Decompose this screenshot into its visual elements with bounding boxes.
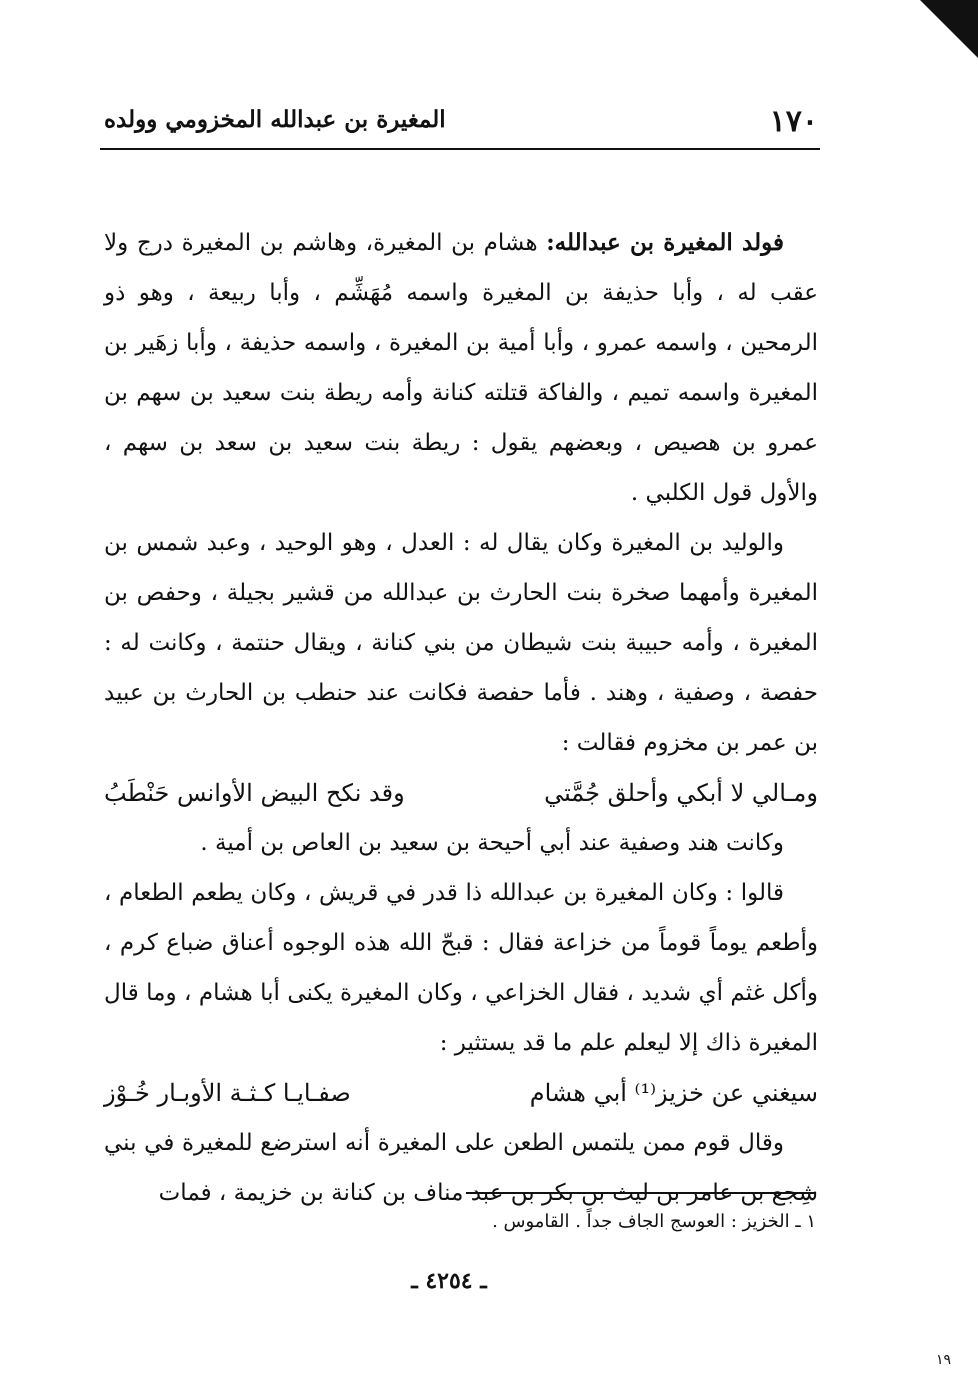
paragraph-4: قالوا : وكان المغيرة بن عبدالله ذا قدر في قريش ، وكان يطعم الطعام ، وأطعم يوماً قوماً من خزاعة فقال : قبحّ الله هذه الوجوه أعناق ضباع كرم ، وأكل غثم أي شديد ، فقال الخزاعي ، وكان المغيرة يكنى أبا هشام ، وما قال المغيرة ذاك إلا ليعلم علم ما قد يستثير :	[104, 880, 818, 1056]
folio-number: ـ ٤٢٥٤ ـ	[411, 1268, 487, 1294]
verse-1	[104, 768, 818, 818]
verse-2-second-hemistich: صفـايـا كـثـة الأوبـار خُـوْز	[104, 1079, 351, 1107]
paragraph-3: وكانت هند وصفية عند أبي أحيحة بن سعيد بن العاص بن أمية .	[200, 830, 784, 856]
footnote: ١ ـ الخزيز : العوسج الجاف جداً . القاموس .	[492, 1211, 816, 1232]
header-divider	[100, 148, 820, 150]
paragraph-1-text: هشام بن المغيرة، وهاشم بن المغيرة درج ولا عقب له ، وأبا حذيفة بن المغيرة واسمه مُهَشِّم ، وأبا ربيعة ، وهو ذو الرمحين ، واسمه عمرو ، وأبا أمية بن المغيرة ، واسمه حذيفة ، وأبا زهَير بن المغيرة واسمه تميم ، والفاكة قتلته كنانة وأمه ريطة بنت سعيد بن سهم بن عمرو بن هصيص ، وبعضهم يقول : ريطة بنت سعيد بن سعد بن سهم ، والأول قول الكلبي .	[104, 230, 818, 506]
running-title: المغيرة بن عبدالله المخزومي وولده	[104, 106, 446, 133]
paragraph-5: وقال قوم ممن يلتمس الطعن على المغيرة أنه استرضع للمغيرة في بني شِجع بن عامر بن ليث بن بكر بن عبد مناف بن كنانة بن خزيمة ، فمات	[104, 1130, 818, 1206]
paragraph-1-lead: فولد المغيرة بن عبدالله:	[546, 229, 785, 256]
corner-marker	[920, 0, 978, 58]
verse-1-second-hemistich: وقد نكح البيض الأوانس حَنْطَبُ	[104, 779, 405, 807]
corner-stamp: ١٩	[936, 1352, 952, 1368]
page-number: ١٧٠	[769, 104, 818, 139]
paragraph-1	[104, 218, 818, 518]
verse-1-first-hemistich: ومـالي لا أبكي وأحلق جُمَّتي	[544, 779, 818, 807]
verse-2	[104, 1068, 818, 1118]
main-text	[104, 218, 818, 1218]
paragraph-2: والوليد بن المغيرة وكان يقال له : العدل ، وهو الوحيد ، وعبد شمس بن المغيرة وأمهما صخرة بنت الحارث بن عبدالله من قشير بجيلة ، وحفص بن المغيرة ، وأمه حبيبة بنت شيطان من بني كنانة ، ويقال حنتمة ، وكانت له : حفصة ، وصفية ، وهند . فأما حفصة فكانت عند حنطب بن الحارث بن عبيد بن عمر بن مخزوم فقالت :	[104, 530, 818, 756]
verse-2-first-hemistich: سيغني عن خزيز⁽¹⁾ أبي هشام	[529, 1079, 818, 1107]
page-header	[104, 96, 818, 142]
footnote-divider	[466, 1192, 816, 1194]
